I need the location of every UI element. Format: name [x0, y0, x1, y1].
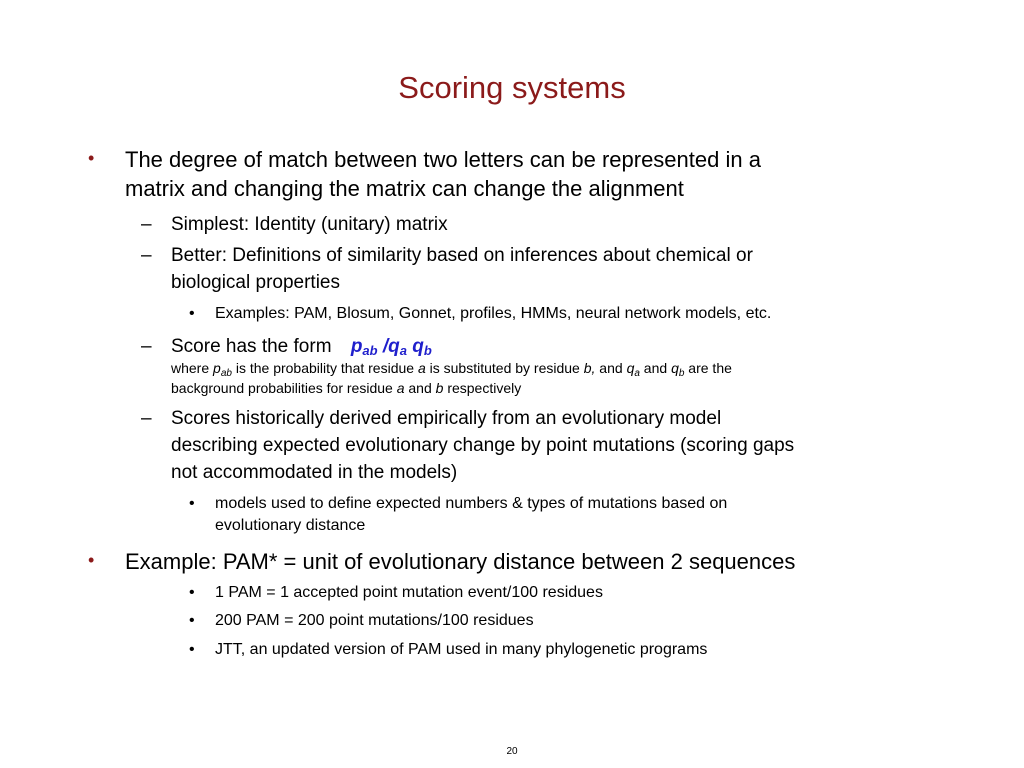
text-line: evolutionary distance — [215, 517, 366, 534]
sub-bullet-better — [171, 242, 753, 296]
sub-bullet-identity: Simplest: Identity (unitary) matrix — [171, 214, 448, 235]
bullet-marker: • — [189, 641, 195, 658]
sub-sub-bullet-pam-1: 1 PAM = 1 accepted point mutation event/100 residues — [215, 584, 603, 601]
dash-marker: – — [141, 214, 152, 235]
text-line: where $p_{ab}$ is the probability that residue a is substituted by residue b, and $q_a$ and $q_b$ are the — [171, 360, 732, 379]
text-line: The degree of match between two letters can be represented in a — [125, 147, 761, 172]
text-line: matrix and changing the matrix can change the alignment — [125, 176, 684, 201]
slide-title: Scoring systems — [398, 70, 626, 105]
sub-bullet-score-form — [171, 333, 432, 360]
page-number: 20 — [506, 746, 518, 757]
bullet-marker: • — [189, 584, 195, 601]
text-line: describing expected evolutionary change by point mutations (scoring gaps — [171, 435, 795, 456]
bullet-marker: • — [189, 305, 195, 322]
text: Score has the form — [171, 336, 332, 357]
dash-marker: – — [141, 245, 152, 266]
bullet-match-matrix — [125, 145, 761, 203]
bullet-marker: • — [88, 550, 95, 570]
score-formula: $p_{ab}$ $/q_a$ $q_b$ — [350, 336, 432, 358]
sub-sub-bullet-jtt: JTT, an updated version of PAM used in many phylogenetic programs — [215, 641, 708, 658]
dash-marker: – — [141, 408, 152, 429]
text-line: Scores historically derived empirically from an evolutionary model — [171, 408, 722, 429]
formula-explanation — [171, 358, 871, 398]
dash-marker: – — [141, 336, 152, 357]
text-line: Better: Definitions of similarity based on inferences about chemical or — [171, 245, 753, 266]
bullet-marker: • — [189, 495, 195, 512]
bullet-pam-example: Example: PAM* = unit of evolutionary distance between 2 sequences — [125, 549, 796, 574]
text-line: models used to define expected numbers & types of mutations based on — [215, 495, 728, 512]
sub-sub-bullet-pam-200: 200 PAM = 200 point mutations/100 residues — [215, 612, 534, 629]
text-line: biological properties — [171, 272, 340, 293]
sub-bullet-historical — [171, 405, 794, 486]
sub-sub-bullet-models — [215, 493, 727, 537]
bullet-marker: • — [88, 148, 95, 168]
sub-sub-bullet-examples: Examples: PAM, Blosum, Gonnet, profiles, HMMs, neural network models, etc. — [215, 305, 772, 322]
bullet-marker: • — [189, 612, 195, 629]
text-line: not accommodated in the models) — [171, 462, 458, 483]
text-line: background probabilities for residue a and b respectively — [171, 380, 522, 396]
